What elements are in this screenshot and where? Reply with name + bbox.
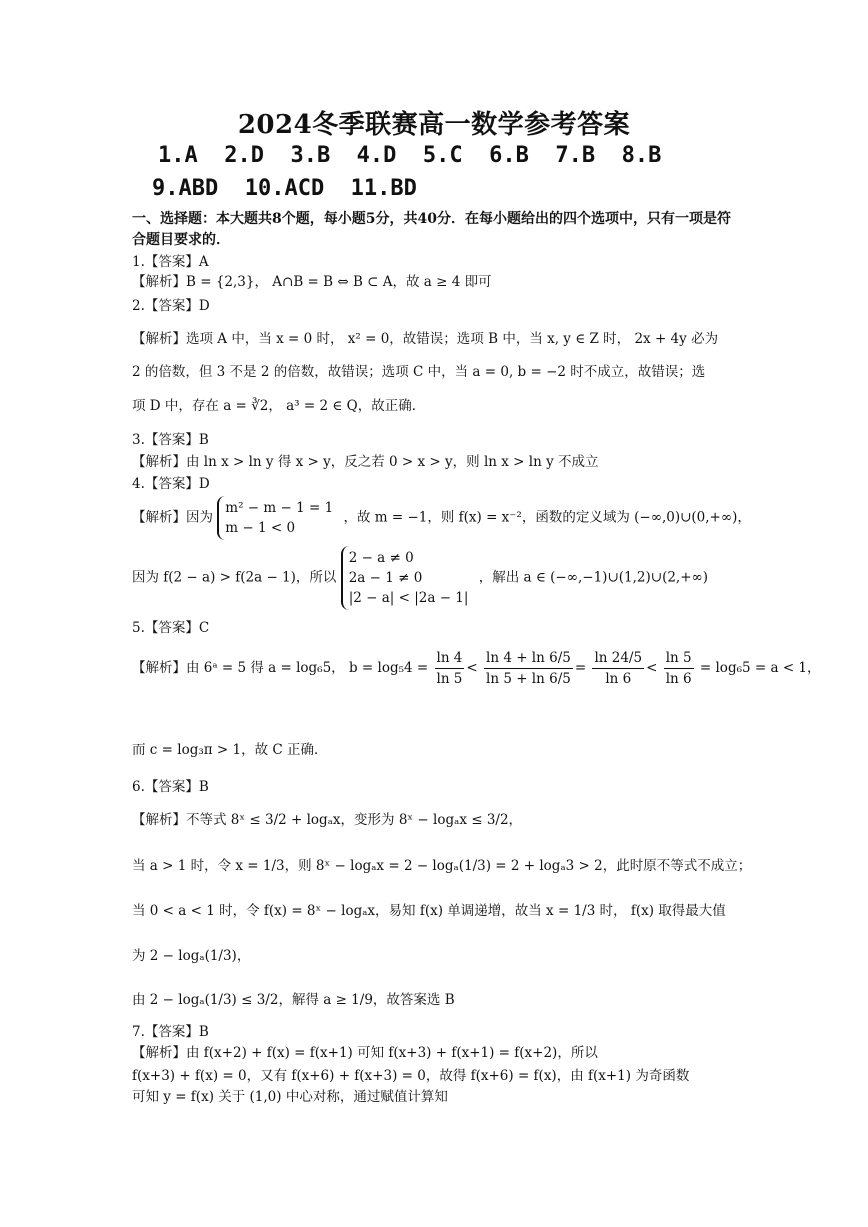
q4-post-1: ，故 m = −1，则 f(x) = x⁻²，函数的定义域为 (−∞,0)∪(0,+∞)， — [343, 509, 751, 526]
q4-sys1-eq-a: m² − m − 1 = 1 — [225, 500, 334, 516]
q3-answer: 3.【答案】B — [132, 432, 209, 448]
q5-f1-den: ln 5 — [436, 671, 463, 687]
q4-sys1-eq-b: m − 1 < 0 — [225, 520, 296, 536]
answer-key-line-2: 9.ABD 10.ACD 11.BD — [152, 176, 417, 201]
q4-analysis-line-2 — [132, 546, 708, 610]
q6-analysis-line-5: 由 2 − logₐ(1/3) ≤ 3/2，解得 a ≥ 1/9，故答案选 B — [132, 992, 455, 1008]
q6-analysis-line-2: 当 a > 1 时，令 x = 1/3，则 8ˣ − logₐx = 2 − logₐ(1/3) = 2 + logₐ3 > 2，此时原不等式不成立； — [132, 858, 752, 874]
q5-f2-num: ln 4 + ln 6/5 — [484, 648, 573, 669]
q4-pre-1: 【解析】因为 — [132, 509, 213, 526]
q6-analysis-line-3: 当 0 < a < 1 时，令 f(x) = 8ˣ − logₐx，易知 f(x) 单调递增，故当 x = 1/3 时， f(x) 取得最大值 — [132, 903, 726, 919]
q2-analysis-line-3: 项 D 中，存在 a = ∛2， a³ = 2 ∈ Q，故正确． — [132, 398, 426, 414]
q4-answer: 4.【答案】D — [132, 476, 210, 492]
q7-analysis-line-2: f(x+3) + f(x) = 0，又有 f(x+6) + f(x+3) = 0，故得 f(x+6) = f(x)，由 f(x+1) 为奇函数 — [132, 1068, 690, 1084]
q7-analysis-line-1: 【解析】由 f(x+2) + f(x) = f(x+1) 可知 f(x+3) + f(x+1) = f(x+2)，所以 — [132, 1045, 598, 1061]
q2-analysis-line-1: 【解析】选项 A 中，当 x = 0 时， x² = 0，故错误；选项 B 中，当 x, y ∈ Z 时， 2x + 4y 必为 — [132, 331, 719, 347]
q4-pre-2: 因为 f(2 − a) > f(2a − 1)，所以 — [132, 569, 337, 586]
q1-answer: 1.【答案】A — [132, 254, 209, 270]
q5-fraction-2 — [484, 648, 573, 689]
q4-analysis-line-1 — [132, 496, 751, 540]
q6-analysis-line-4: 为 2 − logₐ(1/3)， — [132, 948, 251, 964]
q4-post-2: ，解出 a ∈ (−∞,−1)∪(1,2)∪(2,+∞) — [478, 569, 709, 586]
q5-answer: 5.【答案】C — [132, 620, 210, 636]
q1-analysis: 【解析】B = {2,3}， A∩B = B ⇔ B ⊂ A，故 a ≥ 4 即可 — [132, 274, 492, 290]
q5-f4-num: ln 5 — [664, 648, 694, 669]
q5-pre: 【解析】由 6ᵃ = 5 得 a = log₆5， b = log₅4 = — [132, 660, 429, 676]
q4-sys2-eq-a: 2 − a ≠ 0 — [348, 550, 414, 566]
q5-analysis-line-2: 而 c = log₃π > 1，故 C 正确． — [132, 742, 328, 758]
q4-system-2 — [341, 546, 475, 610]
page-title: 2024冬季联赛高一数学参考答案 — [237, 110, 631, 140]
q4-sys2-eq-c: |2 − a| < |2a − 1| — [348, 590, 469, 606]
q5-f3-den: ln 6 — [605, 671, 632, 687]
section-heading: 一、选择题：本大题共8个题，每小题5分，共40分．在每小题给出的四个选项中，只有一项是符合题目要求的． — [132, 211, 731, 248]
q5-fraction-4 — [664, 648, 694, 689]
q7-answer: 7.【答案】B — [132, 1024, 209, 1040]
q5-analysis-line-1: 【解析】由 6ᵃ = 5 得 a = log₆5， b = log₅4 = $\frac{\ln 4}{\ln 5}$ < $\frac{\ln 4 + \ln 6/5}{\ln 5 + \ln 6/5}$ = $\frac{\ln 24/5}{\ln 6}$ < $\frac{\ln 5}{\ln 6}$ = log₆5 = a < 1， — [132, 650, 821, 687]
q6-answer: 6.【答案】B — [132, 779, 209, 795]
q5-fraction-1 — [435, 648, 465, 689]
q4-sys2-eq-b: 2a − 1 ≠ 0 — [348, 570, 423, 586]
answer-key-line-1: 1.A 2.D 3.B 4.D 5.C 6.B 7.B 8.B — [158, 143, 662, 168]
q5-f2-den: ln 5 + ln 6/5 — [486, 671, 571, 687]
q5-post: = log₆5 = a < 1， — [699, 660, 821, 676]
q6-analysis-line-1: 【解析】不等式 8ˣ ≤ 3/2 + logₐx，变形为 8ˣ − logₐx ≤ 3/2， — [132, 812, 523, 828]
q5-fraction-3 — [592, 648, 644, 689]
q2-answer: 2.【答案】D — [132, 298, 210, 314]
q5-f3-num: ln 24/5 — [592, 648, 644, 669]
q4-system-1 — [217, 496, 339, 540]
q5-f1-num: ln 4 — [435, 648, 465, 669]
q2-analysis-line-2: 2 的倍数，但 3 不是 2 的倍数，故错误；选项 C 中，当 a = 0, b = −2 时不成立，故错误；选 — [132, 364, 706, 380]
q3-analysis: 【解析】由 ln x > ln y 得 x > y，反之若 0 > x > y，则 ln x > ln y 不成立 — [132, 454, 599, 470]
q7-analysis-line-3: 可知 y = f(x) 关于 (1,0) 中心对称，通过赋值计算知 — [132, 1089, 448, 1105]
q5-f4-den: ln 6 — [665, 671, 692, 687]
